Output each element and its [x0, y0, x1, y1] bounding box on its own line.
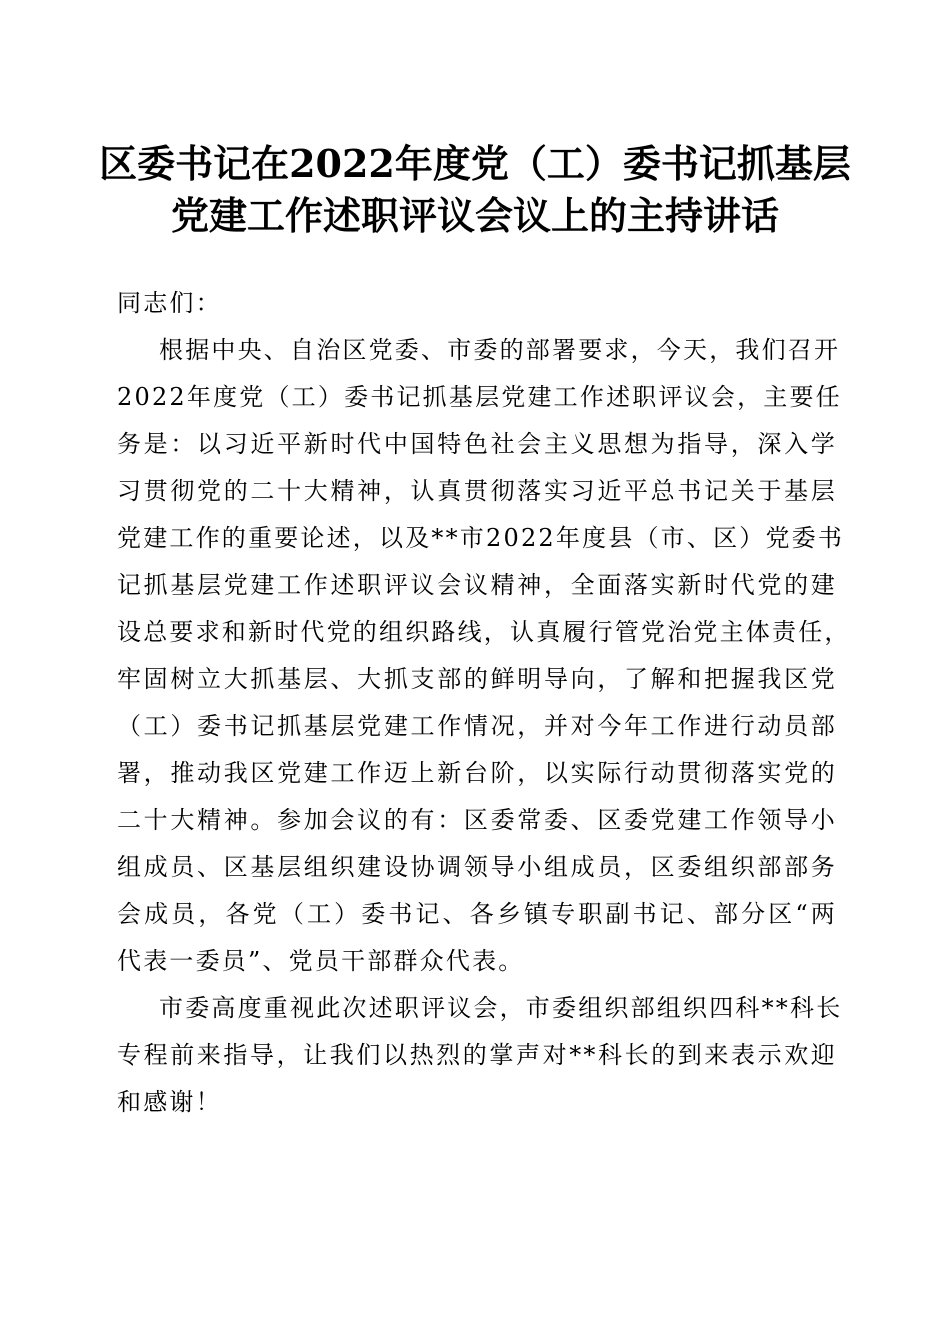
paragraph-line: 署，推动我区党建工作迈上新台阶，以实际行动贯彻落实党的: [117, 759, 837, 787]
paragraph-1: [117, 327, 851, 985]
paragraph-line: 记抓基层党建工作述职评议会议精神，全面落实新时代党的建: [117, 571, 837, 599]
paragraph-line: 牢固树立大抓基层、大抓支部的鲜明导向，了解和把握我区党: [117, 665, 837, 693]
title-line-1: 区委书记在2022年度党（工）委书记抓基层: [99, 141, 851, 186]
paragraph-line: 二十大精神。参加会议的有：区委常委、区委党建工作领导小: [117, 806, 837, 834]
paragraph-line: 2022年度党（工）委书记抓基层党建工作述职评议会，主要任: [117, 383, 842, 411]
paragraph-line: 习贯彻党的二十大精神，认真贯彻落实习近平总书记关于基层: [117, 477, 837, 505]
paragraph-line: 根据中央、自治区党委、市委的部署要求，今天，我们召开: [159, 336, 841, 364]
title-line-2: 党建工作述职评议会议上的主持讲话: [170, 193, 779, 238]
paragraph-line: 组成员、区基层组织建设协调领导小组成员，区委组织部部务: [117, 853, 837, 881]
paragraph-line: 和感谢！: [117, 1088, 222, 1116]
document-title: [60, 138, 890, 242]
paragraph-line: （工）委书记抓基层党建工作情况，并对今年工作进行动员部: [117, 712, 837, 740]
paragraph-line: 党建工作的重要论述，以及**市2022年度县（市、区）党委书: [117, 524, 845, 552]
paragraph-line: 代表一委员”、党员干部群众代表。: [117, 947, 525, 975]
paragraph-line: 务是：以习近平新时代中国特色社会主义思想为指导，深入学: [117, 430, 837, 458]
paragraph-line: 设总要求和新时代党的组织路线，认真履行管党治党主体责任，: [117, 618, 851, 646]
document-body: [117, 280, 851, 1126]
paragraph-line: 专程前来指导，让我们以热烈的掌声对**科长的到来表示欢迎: [117, 1041, 837, 1069]
paragraph-line: 市委高度重视此次述职评议会，市委组织部组织四科**科长: [159, 994, 843, 1022]
salutation: 同志们：: [117, 289, 222, 317]
paragraph-line: 会成员，各党（工）委书记、各乡镇专职副书记、部分区“两: [117, 900, 837, 928]
paragraph-2: [117, 985, 843, 1126]
